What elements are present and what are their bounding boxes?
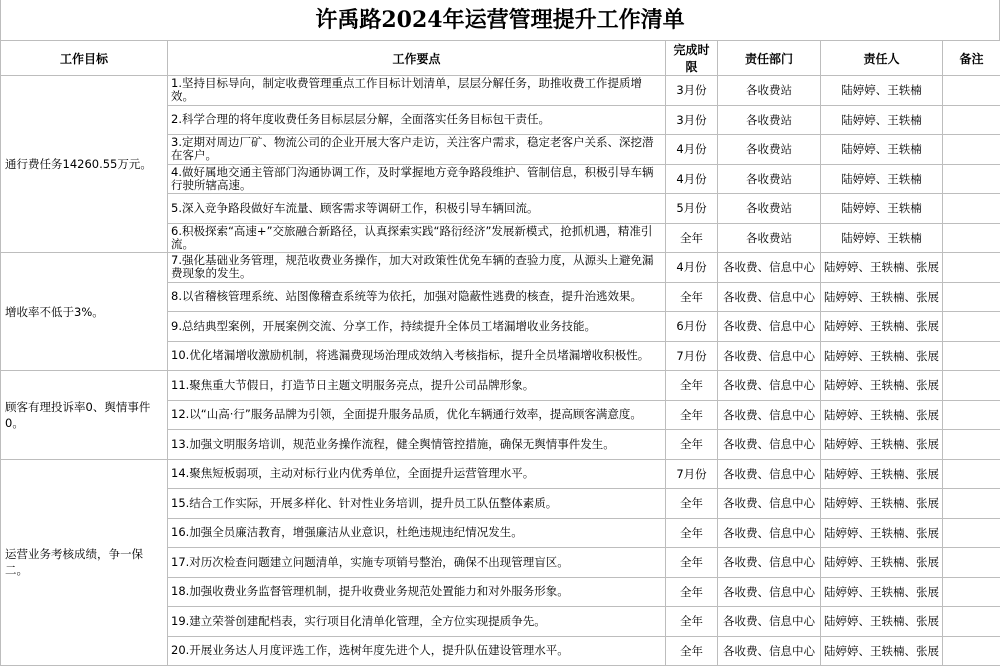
person-cell: 陆婷婷、王轶楠 [821, 76, 943, 106]
remark-cell [943, 518, 1000, 548]
dept-cell: 各收费、信息中心 [718, 400, 821, 430]
person-cell: 陆婷婷、王轶楠 [821, 164, 943, 194]
goal-cell: 增收率不低于3%。 [1, 253, 168, 371]
deadline-cell: 7月份 [666, 459, 718, 489]
deadline-cell: 4月份 [666, 253, 718, 283]
remark-cell [943, 548, 1000, 578]
dept-cell: 各收费、信息中心 [718, 607, 821, 637]
dept-cell: 各收费、信息中心 [718, 430, 821, 460]
task-cell: 11.聚焦重大节假日，打造节日主题文明服务亮点，提升公司品牌形象。 [168, 371, 666, 401]
task-cell: 17.对历次检查问题建立问题清单，实施专项销号整治，确保不出现管理盲区。 [168, 548, 666, 578]
header-dept: 责任部门 [718, 41, 821, 76]
person-cell: 陆婷婷、王轶楠、张展 [821, 341, 943, 371]
page-title: 许禹路2024年运营管理提升工作清单 [0, 0, 1000, 40]
person-cell: 陆婷婷、王轶楠 [821, 105, 943, 135]
person-cell: 陆婷婷、王轶楠、张展 [821, 400, 943, 430]
person-cell: 陆婷婷、王轶楠 [821, 194, 943, 224]
task-cell: 14.聚焦短板弱项，主动对标行业内优秀单位，全面提升运营管理水平。 [168, 459, 666, 489]
remark-cell [943, 135, 1000, 165]
task-cell: 10.优化堵漏增收激励机制，将逃漏费现场治理成效纳入考核指标，提升全员堵漏增收积极性。 [168, 341, 666, 371]
dept-cell: 各收费、信息中心 [718, 253, 821, 283]
table-header-row [1, 41, 1000, 76]
work-list-table [0, 40, 1000, 666]
table-row [1, 76, 1000, 106]
remark-cell [943, 341, 1000, 371]
deadline-cell: 全年 [666, 489, 718, 519]
dept-cell: 各收费站 [718, 105, 821, 135]
dept-cell: 各收费站 [718, 135, 821, 165]
goal-cell: 通行费任务14260.55万元。 [1, 76, 168, 253]
header-deadline: 完成时限 [666, 41, 718, 76]
table-row [1, 371, 1000, 401]
dept-cell: 各收费、信息中心 [718, 459, 821, 489]
remark-cell [943, 253, 1000, 283]
header-remark: 备注 [943, 41, 1000, 76]
table-row [1, 253, 1000, 283]
remark-cell [943, 430, 1000, 460]
dept-cell: 各收费站 [718, 223, 821, 253]
dept-cell: 各收费站 [718, 164, 821, 194]
remark-cell [943, 312, 1000, 342]
deadline-cell: 全年 [666, 577, 718, 607]
goal-cell: 顾客有理投诉率0、舆情事件0。 [1, 371, 168, 460]
person-cell: 陆婷婷、王轶楠、张展 [821, 253, 943, 283]
deadline-cell: 全年 [666, 430, 718, 460]
remark-cell [943, 105, 1000, 135]
deadline-cell: 4月份 [666, 135, 718, 165]
person-cell: 陆婷婷、王轶楠、张展 [821, 430, 943, 460]
table-row [1, 459, 1000, 489]
deadline-cell: 6月份 [666, 312, 718, 342]
dept-cell: 各收费、信息中心 [718, 577, 821, 607]
task-cell: 4.做好属地交通主管部门沟通协调工作，及时掌握地方竞争路段维护、管制信息，积极引导车辆行驶所辖高速。 [168, 164, 666, 194]
deadline-cell: 全年 [666, 548, 718, 578]
dept-cell: 各收费站 [718, 194, 821, 224]
remark-cell [943, 400, 1000, 430]
deadline-cell: 全年 [666, 518, 718, 548]
task-cell: 8.以省稽核管理系统、站图像稽查系统等为依托，加强对隐蔽性逃费的核查，提升治逃效果。 [168, 282, 666, 312]
person-cell: 陆婷婷、王轶楠、张展 [821, 312, 943, 342]
goal-cell: 运营业务考核成绩，争一保二。 [1, 459, 168, 666]
deadline-cell: 4月份 [666, 164, 718, 194]
header-task: 工作要点 [168, 41, 666, 76]
person-cell: 陆婷婷、王轶楠、张展 [821, 282, 943, 312]
dept-cell: 各收费站 [718, 76, 821, 106]
remark-cell [943, 76, 1000, 106]
dept-cell: 各收费、信息中心 [718, 341, 821, 371]
table-body [1, 76, 1000, 666]
person-cell: 陆婷婷、王轶楠、张展 [821, 636, 943, 666]
dept-cell: 各收费、信息中心 [718, 312, 821, 342]
deadline-cell: 全年 [666, 607, 718, 637]
person-cell: 陆婷婷、王轶楠、张展 [821, 607, 943, 637]
task-cell: 19.建立荣誉创建配档表，实行项目化清单化管理，全方位实现提质争先。 [168, 607, 666, 637]
deadline-cell: 3月份 [666, 105, 718, 135]
dept-cell: 各收费、信息中心 [718, 636, 821, 666]
remark-cell [943, 194, 1000, 224]
task-cell: 5.深入竞争路段做好车流量、顾客需求等调研工作，积极引导车辆回流。 [168, 194, 666, 224]
person-cell: 陆婷婷、王轶楠 [821, 223, 943, 253]
person-cell: 陆婷婷、王轶楠、张展 [821, 577, 943, 607]
dept-cell: 各收费、信息中心 [718, 548, 821, 578]
task-cell: 16.加强全员廉洁教育，增强廉洁从业意识，杜绝违规违纪情况发生。 [168, 518, 666, 548]
person-cell: 陆婷婷、王轶楠、张展 [821, 489, 943, 519]
remark-cell [943, 607, 1000, 637]
person-cell: 陆婷婷、王轶楠、张展 [821, 459, 943, 489]
task-cell: 15.结合工作实际，开展多样化、针对性业务培训，提升员工队伍整体素质。 [168, 489, 666, 519]
remark-cell [943, 489, 1000, 519]
remark-cell [943, 577, 1000, 607]
deadline-cell: 全年 [666, 223, 718, 253]
remark-cell [943, 636, 1000, 666]
deadline-cell: 全年 [666, 282, 718, 312]
remark-cell [943, 282, 1000, 312]
deadline-cell: 7月份 [666, 341, 718, 371]
deadline-cell: 3月份 [666, 76, 718, 106]
dept-cell: 各收费、信息中心 [718, 518, 821, 548]
dept-cell: 各收费、信息中心 [718, 489, 821, 519]
task-cell: 3.定期对周边厂矿、物流公司的企业开展大客户走访，关注客户需求，稳定老客户关系、深挖潜在客户。 [168, 135, 666, 165]
person-cell: 陆婷婷、王轶楠、张展 [821, 518, 943, 548]
dept-cell: 各收费、信息中心 [718, 282, 821, 312]
header-person: 责任人 [821, 41, 943, 76]
deadline-cell: 全年 [666, 371, 718, 401]
task-cell: 12.以“山高·行”服务品牌为引领，全面提升服务品质，优化车辆通行效率，提高顾客满意度。 [168, 400, 666, 430]
task-cell: 7.强化基础业务管理，规范收费业务操作，加大对政策性优免车辆的查验力度，从源头上避免漏费现象的发生。 [168, 253, 666, 283]
remark-cell [943, 459, 1000, 489]
task-cell: 13.加强文明服务培训，规范业务操作流程，健全舆情管控措施，确保无舆情事件发生。 [168, 430, 666, 460]
deadline-cell: 全年 [666, 636, 718, 666]
task-cell: 9.总结典型案例，开展案例交流、分享工作，持续提升全体员工堵漏增收业务技能。 [168, 312, 666, 342]
task-cell: 2.科学合理的将年度收费任务目标层层分解，全面落实任务目标包干责任。 [168, 105, 666, 135]
task-cell: 1.坚持目标导向，制定收费管理重点工作目标计划清单，层层分解任务，助推收费工作提质增效。 [168, 76, 666, 106]
remark-cell [943, 371, 1000, 401]
task-cell: 20.开展业务达人月度评选工作，选树年度先进个人，提升队伍建设管理水平。 [168, 636, 666, 666]
person-cell: 陆婷婷、王轶楠 [821, 135, 943, 165]
deadline-cell: 5月份 [666, 194, 718, 224]
remark-cell [943, 164, 1000, 194]
deadline-cell: 全年 [666, 400, 718, 430]
person-cell: 陆婷婷、王轶楠、张展 [821, 548, 943, 578]
task-cell: 6.积极探索“高速+”交旅融合新路径，认真探索实践“路衍经济”发展新模式，抢抓机遇，精准引流。 [168, 223, 666, 253]
header-goal: 工作目标 [1, 41, 168, 76]
remark-cell [943, 223, 1000, 253]
person-cell: 陆婷婷、王轶楠、张展 [821, 371, 943, 401]
task-cell: 18.加强收费业务监督管理机制，提升收费业务规范处置能力和对外服务形象。 [168, 577, 666, 607]
dept-cell: 各收费、信息中心 [718, 371, 821, 401]
